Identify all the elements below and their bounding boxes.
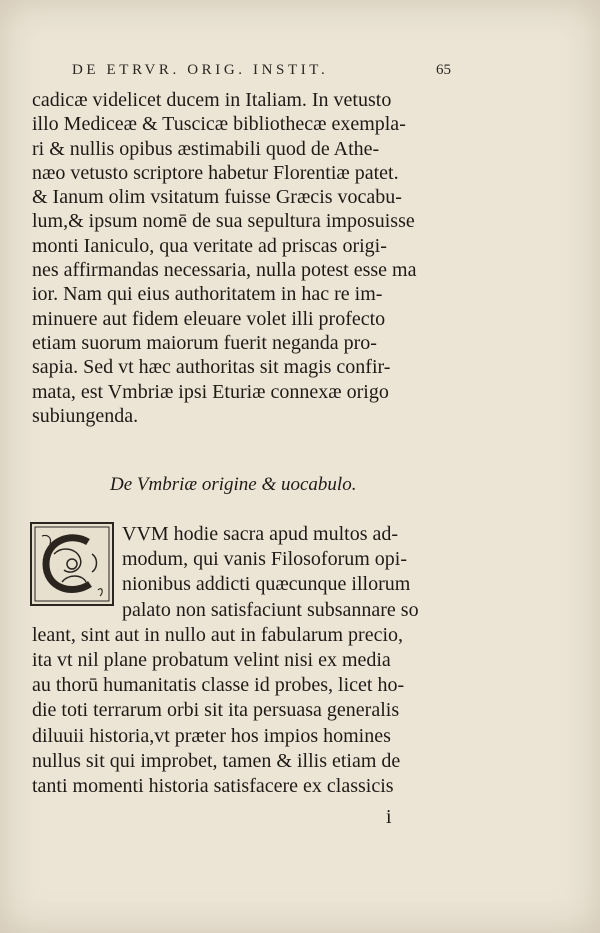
text-line: ri & nullis opibus æstimabili quod de Athe- xyxy=(32,137,380,160)
text-line: VVM hodie sacra apud multos ad- xyxy=(122,523,399,545)
text-line: etiam suorum maiorum fuerit neganda pro- xyxy=(32,331,377,354)
decorated-initial-c xyxy=(30,522,114,606)
signature-mark: i xyxy=(386,806,392,828)
section-heading: De Vmbriæ origine & uocabulo. xyxy=(110,474,357,495)
text-line: nes affirmandas necessaria, nulla potest esse ma xyxy=(32,259,417,282)
page-number: 65 xyxy=(436,62,451,78)
text-line: nullus sit qui improbet, tamen & illis etiam de xyxy=(32,749,401,772)
running-head: DE ETRVR. ORIG. INSTIT. xyxy=(72,62,329,78)
text-line: illo Mediceæ & Tuscicæ bibliothecæ exempla- xyxy=(32,113,406,136)
text-line: ita vt nil plane probatum velint nisi ex media xyxy=(32,649,391,672)
text-line: leant, sint aut in nullo aut in fabularum precio, xyxy=(32,623,404,646)
text-line: ior. Nam qui eius authoritatem in hac re im- xyxy=(32,283,383,306)
text-line: cadicæ videlicet ducem in Italiam. In vetusto xyxy=(32,89,392,111)
text-line: die toti terrarum orbi sit ita persuasa generalis xyxy=(32,699,400,722)
text-line: & Ianum olim vsitatum fuisse Græcis vocabu- xyxy=(32,186,402,209)
text-line: monti Ianiculo, qua veritate ad priscas origi- xyxy=(32,234,387,257)
text-line: tanti momenti historia satisfacere ex classicis xyxy=(32,775,394,798)
text-line: minuere aut fidem eleuare volet illi profecto xyxy=(32,307,386,330)
text-line: mata, est Vmbriæ ipsi Eturiæ connexæ origo xyxy=(32,380,389,403)
text-line: nionibus addicti quæcunque illorum xyxy=(122,573,411,596)
text-line: sapia. Sed vt hæc authoritas sit magis confir- xyxy=(32,356,391,379)
foliage-ornament-icon xyxy=(32,524,112,604)
text-line: modum, qui vanis Filosoforum opi- xyxy=(122,548,407,571)
text-line: au thorū humanitatis classe id probes, licet ho- xyxy=(32,674,405,697)
text-line: diluuii historia,vt præter hos impios homines xyxy=(32,724,391,747)
text-line: lum,& ipsum nomē de sua sepultura imposuisse xyxy=(32,210,415,233)
text-line: næo vetusto scriptore habetur Florentiæ patet. xyxy=(32,161,399,184)
text-line: subiungenda. xyxy=(32,404,139,427)
text-line: palato non satisfaciunt subsannare so xyxy=(122,598,419,621)
paragraph-1 xyxy=(32,88,462,428)
